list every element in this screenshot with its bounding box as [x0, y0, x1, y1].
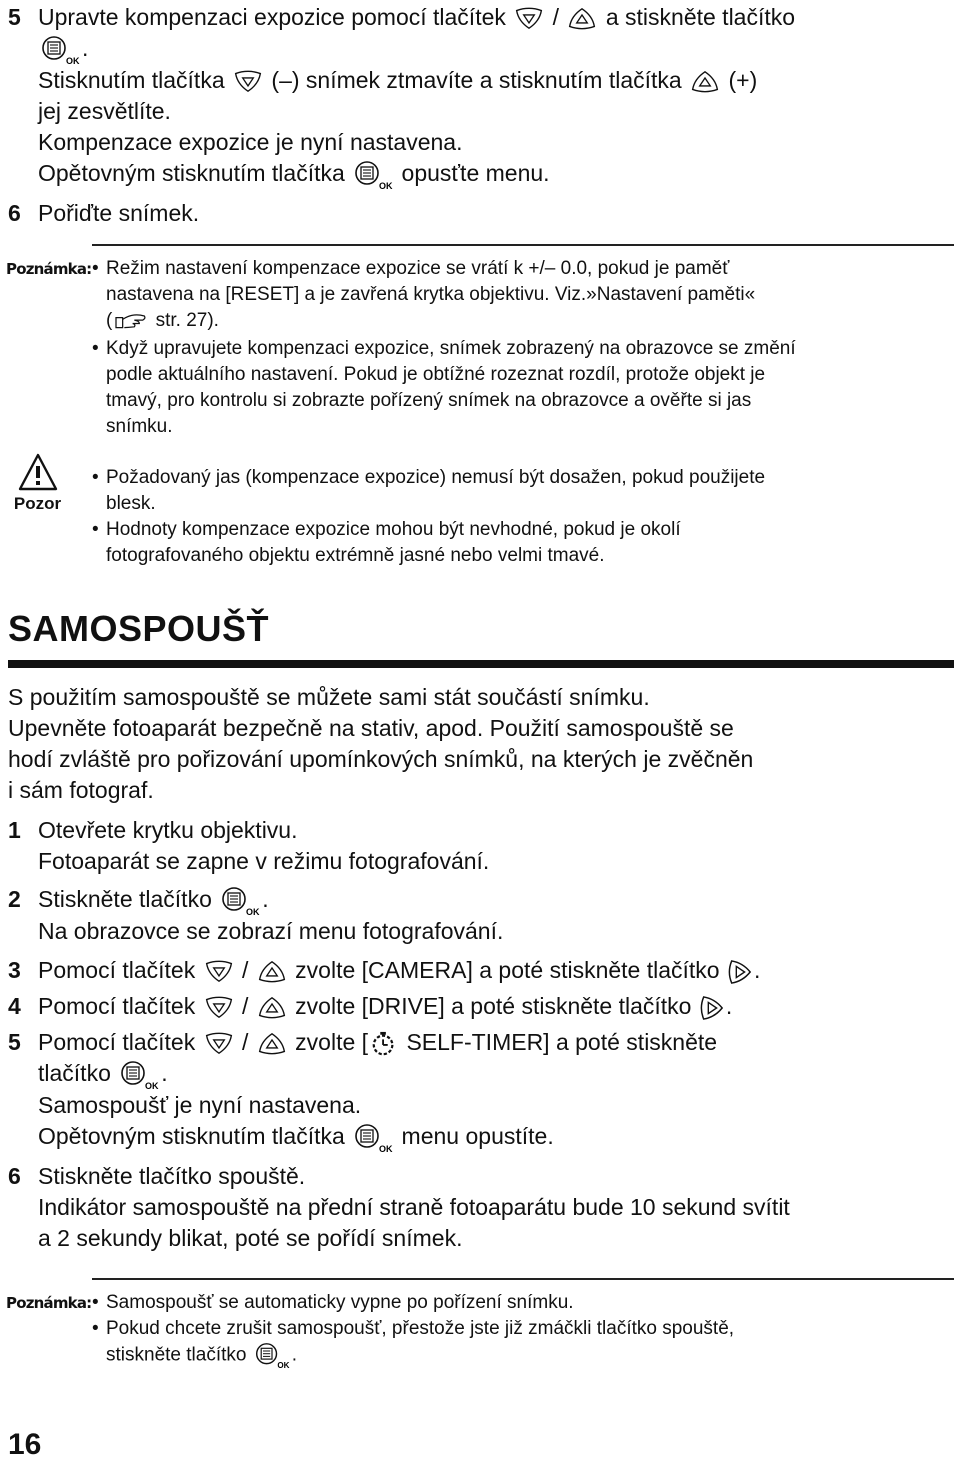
note-text: tmavý, pro kontrolu si zobrazte pořízený snímek na obrazovce a ověřte si jas: [106, 390, 752, 411]
step-text: .: [753, 957, 761, 983]
note-text: nastavena na [RESET] a je zavřená krytka objektivu. Viz.»Nastavení paměti«: [106, 284, 756, 305]
step-text: zvolte [: [288, 1029, 369, 1055]
caution-bullet: [106, 465, 954, 517]
svg-text:OK: OK: [379, 1143, 393, 1153]
note-text: • Samospoušť se automaticky vypne po pořízení snímku.: [106, 1292, 574, 1313]
step-line: [38, 1121, 953, 1153]
note-text-part: stiskněte tlačítko: [106, 1344, 252, 1366]
step-number: 4: [8, 993, 21, 1019]
step-text: /: [546, 4, 566, 30]
reference-pointer-icon: [114, 311, 148, 331]
step-line: Pořiďte snímek.: [38, 200, 200, 226]
step-line: Na obrazovce se zobrazí menu fotografování.: [38, 917, 504, 944]
note-label: Poznámka:: [6, 1294, 92, 1312]
step-text: /: [235, 993, 255, 1019]
svg-text:OK: OK: [66, 55, 80, 65]
note-bullet: [106, 336, 954, 440]
ok-menu-button-icon: [119, 1060, 159, 1090]
up-button-icon: [257, 996, 287, 1019]
step-number: 3: [8, 957, 21, 983]
step-line: Samospoušť je nyní nastavena.: [38, 1091, 362, 1118]
right-button-icon: [700, 994, 724, 1022]
step-line: [38, 955, 953, 986]
down-button-icon: [233, 70, 263, 93]
step-text: /: [235, 1029, 255, 1055]
ok-menu-button-icon: [40, 35, 80, 65]
note-text: • Když upravujete kompenzaci expozice, snímek zobrazený na obrazovce se změní: [106, 338, 796, 359]
svg-text:OK: OK: [246, 906, 260, 916]
step-text: Stiskněte tlačítko: [38, 886, 219, 912]
step-text: Pomocí tlačítek: [38, 1029, 202, 1055]
step-line: Stiskněte tlačítko spouště.: [38, 1163, 306, 1189]
note-label: Poznámka:: [6, 260, 92, 278]
svg-text:OK: OK: [277, 1361, 290, 1369]
section-rule: [8, 660, 954, 668]
step-text: zvolte [DRIVE] a poté stiskněte tlačítko: [288, 993, 698, 1019]
down-button-icon: [514, 7, 544, 30]
down-button-icon: [204, 960, 234, 983]
note-text: [106, 1342, 954, 1369]
step-number: 6: [8, 200, 21, 226]
timer-step-5: [8, 1027, 953, 1153]
right-button-icon: [728, 958, 752, 986]
self-timer-icon: [370, 1031, 398, 1057]
step-text: zvolte [CAMERA] a poté stiskněte tlačítko: [288, 957, 726, 983]
note-box: [6, 244, 954, 440]
caution-box: [6, 465, 954, 569]
step-text: SELF-TIMER] a poté stiskněte: [400, 1029, 718, 1055]
caution-label: Pozor: [13, 494, 62, 513]
note-text: ( str. 27).: [106, 310, 219, 331]
step-line: [38, 65, 953, 96]
step-text: .: [262, 886, 269, 912]
up-button-icon: [257, 1032, 287, 1055]
note-text: • Pokud chcete zrušit samospoušť, přestože jste již zmáčkli tlačítko spouště,: [106, 1318, 735, 1339]
step-text: .: [82, 35, 89, 61]
step-text: .: [161, 1060, 168, 1086]
step-line: Otevřete krytku objektivu.: [38, 817, 298, 843]
step-line: [38, 991, 953, 1022]
step-line: [38, 884, 953, 916]
step-number: 5: [8, 1029, 21, 1055]
note-text: • Režim nastavení kompenzace expozice se vrátí k +/– 0.0, pokud je paměť: [106, 258, 730, 279]
timer-step-6: [8, 1161, 953, 1254]
step-text: Opětovným stisknutím tlačítka: [38, 159, 352, 186]
step-text: Stisknutím tlačítka: [38, 66, 232, 93]
step-line: [38, 2, 953, 33]
caution-bullet: [106, 517, 954, 569]
down-button-icon: [204, 1032, 234, 1055]
exposure-step-5: [8, 2, 953, 190]
intro-line: Upevněte fotoaparát bezpečně na stativ, apod. Použití samospouště se: [8, 715, 734, 741]
step-text: /: [235, 957, 255, 983]
step-line: Kompenzace expozice je nyní nastavena.: [38, 128, 463, 155]
up-button-icon: [257, 960, 287, 983]
exposure-step-6: [8, 198, 953, 229]
note-box: [6, 1278, 954, 1369]
step-text: Opětovným stisknutím tlačítka: [38, 1122, 352, 1149]
step-text: Upravte kompenzaci expozice pomocí tlačítek: [38, 4, 513, 30]
note-text-part: .: [291, 1344, 298, 1366]
step-text: tlačítko: [38, 1060, 118, 1086]
page-number: 16: [8, 1428, 42, 1461]
intro-line: hodí zvláště pro pořizování upomínkových snímků, na kterých je zvěčněn: [8, 746, 754, 772]
step-text: opusťte menu.: [395, 159, 550, 186]
section-title: SAMOSPOUŠŤ: [8, 608, 270, 649]
step-line: [38, 33, 953, 65]
intro-line: S použitím samospouště se můžete sami stát součástí snímku.: [8, 684, 650, 710]
step-text: menu opustíte.: [395, 1122, 554, 1149]
step-line: [38, 1027, 953, 1058]
timer-step-3: [8, 955, 953, 986]
timer-step-4: [8, 991, 953, 1022]
caution-text: • Požadovaný jas (kompenzace expozice) nemusí být dosažen, pokud použijete: [106, 467, 766, 488]
step-line: [38, 1058, 953, 1090]
step-text: (–) snímek ztmavíte a stisknutím tlačítka: [265, 66, 689, 93]
svg-text:OK: OK: [379, 180, 393, 190]
note-bullet: [106, 256, 954, 334]
page-reference: str. 27).: [155, 310, 219, 331]
caution-text: blesk.: [106, 493, 156, 514]
note-rule: [92, 244, 954, 246]
note-rule: [92, 1278, 954, 1280]
note-bullet: [106, 1316, 954, 1369]
up-button-icon: [690, 70, 720, 93]
note-bullet: [106, 1290, 954, 1316]
step-line: jej zesvětlíte.: [38, 97, 171, 124]
down-button-icon: [204, 996, 234, 1019]
ok-menu-button-icon: [254, 1342, 290, 1369]
svg-text:OK: OK: [145, 1080, 159, 1090]
section-intro: [8, 682, 953, 806]
step-number: 5: [8, 4, 21, 30]
step-text: (+): [722, 66, 758, 93]
timer-step-1: [8, 815, 953, 877]
step-text: Pomocí tlačítek: [38, 993, 202, 1019]
step-line: a 2 sekundy blikat, poté se pořídí snímek.: [38, 1225, 463, 1251]
step-line: [38, 158, 953, 190]
caution-text: • Hodnoty kompenzace expozice mohou být nevhodné, pokud je okolí: [106, 519, 681, 540]
step-number: 1: [8, 817, 21, 843]
ok-menu-button-icon: [353, 160, 393, 190]
intro-line: i sám fotograf.: [8, 777, 154, 803]
step-line: Indikátor samospouště na přední straně fotoaparátu bude 10 sekund svítit: [38, 1194, 790, 1220]
step-text: .: [725, 993, 733, 1019]
step-number: 2: [8, 886, 21, 912]
note-text: podle aktuálního nastavení. Pokud je obtížné rozeznat rozdíl, protože objekt je: [106, 364, 766, 385]
timer-step-2: [8, 884, 953, 947]
up-button-icon: [567, 7, 597, 30]
ok-menu-button-icon: [353, 1123, 393, 1153]
step-text: a stiskněte tlačítko: [599, 4, 796, 30]
step-text: Pomocí tlačítek: [38, 957, 202, 983]
step-line: Fotoaparát se zapne v režimu fotografování.: [38, 848, 490, 874]
note-text: snímku.: [106, 416, 173, 437]
caution-text: fotografovaného objektu extrémně jasné nebo velmi tmavé.: [106, 545, 605, 566]
step-number: 6: [8, 1163, 21, 1189]
ok-menu-button-icon: [220, 886, 260, 916]
